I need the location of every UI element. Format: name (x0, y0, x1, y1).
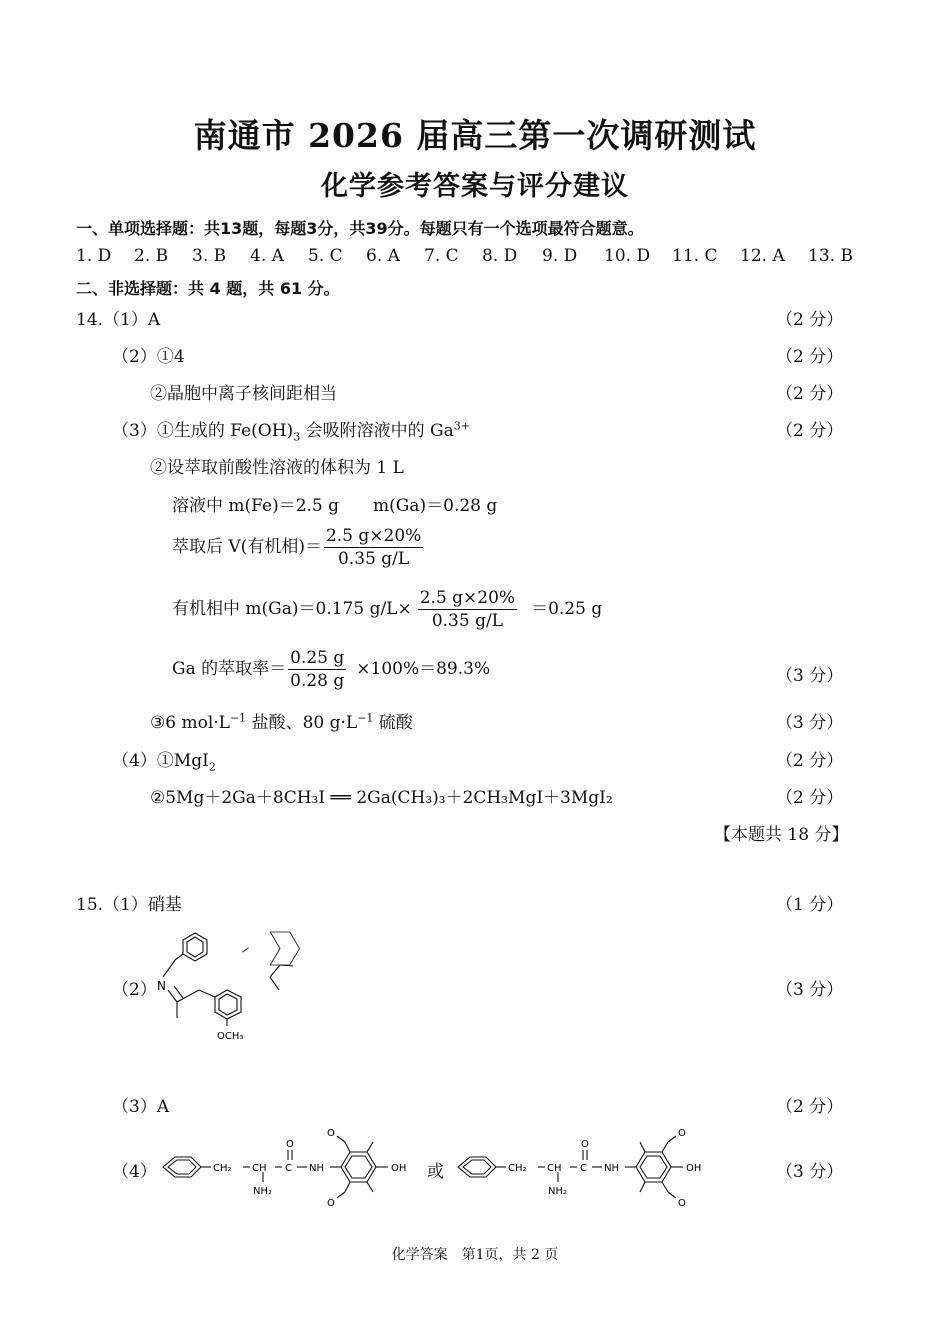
calc-line-4 (172, 648, 490, 691)
calc-line-1: 溶液中 m(Fe)＝2.5 g m(Ga)＝0.28 g (172, 496, 498, 516)
mcq-answer: 6. A (366, 246, 400, 266)
mcq-answer: 1. D (76, 246, 112, 266)
text: 有机相中 m(Ga)＝0.175 g/L× (172, 599, 412, 619)
text: 硫酸 (373, 713, 413, 733)
subscript: 3 (293, 430, 301, 444)
text: Ga 的萃取率＝ (172, 659, 287, 679)
nh-label: NH (604, 1163, 619, 1174)
text: 盐酸、80 g·L (246, 713, 358, 733)
score: （2 分） (776, 347, 844, 367)
nh2-label: NH₂ (253, 1186, 273, 1197)
score: （3 分） (776, 1162, 844, 1182)
q14-part3 (112, 416, 470, 443)
q15-part3: （3）A (112, 1097, 170, 1117)
imine-structure (145, 922, 315, 1047)
text: 会吸附溶液中的 Ga (300, 421, 454, 441)
q15-part2: （2） (112, 980, 157, 1000)
mcq-answer: 5. C (308, 246, 343, 266)
score: （3 分） (776, 980, 844, 1000)
fraction-denominator: 0.35 g/L (338, 549, 410, 569)
carbonyl-o-label: O (581, 1139, 589, 1150)
calc-line-2 (172, 526, 425, 569)
score: （2 分） (776, 384, 844, 404)
q14-total: 【本题共 18 分】 (714, 825, 849, 845)
oh-label: OH (391, 1163, 407, 1174)
ch2-label: CH₂ (508, 1163, 527, 1174)
ether-o-label: O (678, 1128, 686, 1139)
score: （2 分） (776, 788, 844, 808)
superscript: 3+ (453, 419, 470, 433)
mcq-answer: 2. B (134, 246, 169, 266)
text: ×100%＝89.3% (356, 659, 491, 679)
mcq-answer: 3. B (192, 246, 227, 266)
text: 萃取后 V(有机相)＝ (172, 537, 322, 557)
text: （3）①生成的 Fe(OH) (112, 421, 294, 441)
ether-o-label: O (327, 1198, 335, 1209)
calc-line-3 (172, 588, 602, 631)
nh2-label: NH₂ (548, 1186, 568, 1197)
fraction (324, 526, 423, 569)
text: ＝0.25 g (531, 599, 603, 619)
section1-heading: 一、单项选择题：共13题，每题3分，共39分。每题只有一个选项最符合题意。 (76, 219, 644, 238)
q15-part4: （4） (112, 1162, 157, 1182)
carbonyl-c-label: C (285, 1163, 292, 1174)
ch-label: CH (252, 1163, 267, 1174)
mcq-answer: 13. B (808, 246, 853, 266)
ch2-label: CH₂ (213, 1163, 232, 1174)
page-subtitle: 化学参考答案与评分建议 (321, 171, 629, 202)
carbonyl-o-label: O (286, 1139, 294, 1150)
superscript: −1 (357, 711, 374, 725)
score: （1 分） (776, 895, 844, 915)
q14-part3c (150, 708, 413, 733)
q14-part3b: ②设萃取前酸性溶液的体积为 1 L (150, 458, 404, 478)
page-footer: 化学答案 第1页，共 2 页 (391, 1247, 559, 1263)
fraction-numerator: 2.5 g×20% (325, 526, 422, 546)
oh-label: OH (686, 1163, 702, 1174)
fraction (288, 648, 346, 691)
mcq-answer: 9. D (542, 246, 578, 266)
q14-part2: （2）①4 (112, 347, 185, 367)
superscript: −1 (229, 711, 247, 725)
mcq-answer: 4. A (250, 246, 284, 266)
score: （2 分） (776, 310, 844, 330)
page-title: 南通市 2026 届高三第一次调研测试 (193, 116, 757, 155)
mcq-answers (76, 246, 853, 266)
q14-part1: 14.（1）A (76, 310, 161, 330)
ch-label: CH (547, 1163, 562, 1174)
score: （3 分） (776, 713, 844, 733)
or-text: 或 (427, 1162, 444, 1182)
q15-part1: 15.（1）硝基 (76, 895, 182, 915)
fraction-denominator: 0.35 g/L (431, 611, 503, 631)
fraction-numerator: 0.25 g (290, 648, 345, 668)
ether-o-label: O (678, 1198, 686, 1209)
fraction-denominator: 0.28 g (290, 671, 345, 691)
mcq-answer: 7. C (424, 246, 459, 266)
mcq-answer: 10. D (604, 246, 651, 266)
q14-part4 (112, 746, 216, 773)
amide-structure-b (450, 1122, 715, 1210)
score: （2 分） (776, 1097, 844, 1117)
q14-part2b: ②晶胞中离子核间距相当 (150, 384, 337, 404)
fraction-numerator: 2.5 g×20% (419, 588, 516, 608)
section2-heading: 二、非选择题：共 4 题，共 61 分。 (76, 279, 340, 298)
mcq-answer: 11. C (672, 246, 718, 266)
nitrogen-label: N (157, 979, 166, 993)
score: （3 分） (776, 666, 844, 686)
amide-structure-a (155, 1122, 420, 1210)
text: ③6 mol·L (150, 713, 230, 733)
subscript: 2 (208, 760, 216, 774)
score: （2 分） (776, 421, 844, 441)
carbonyl-c-label: C (580, 1163, 587, 1174)
mcq-answer: 8. D (482, 246, 518, 266)
ether-o-label: O (327, 1128, 335, 1139)
mcq-answer: 12. A (740, 246, 785, 266)
nh-label: NH (309, 1163, 324, 1174)
score: （2 分） (776, 751, 844, 771)
text: （4）①MgI (112, 751, 209, 771)
fraction (418, 588, 517, 631)
q14-part4b: ②5Mg＋2Ga＋8CH₃I ══ 2Ga(CH₃)₃＋2CH₃MgI＋3MgI₂ (150, 788, 613, 808)
methoxy-label: OCH₃ (217, 1031, 244, 1042)
